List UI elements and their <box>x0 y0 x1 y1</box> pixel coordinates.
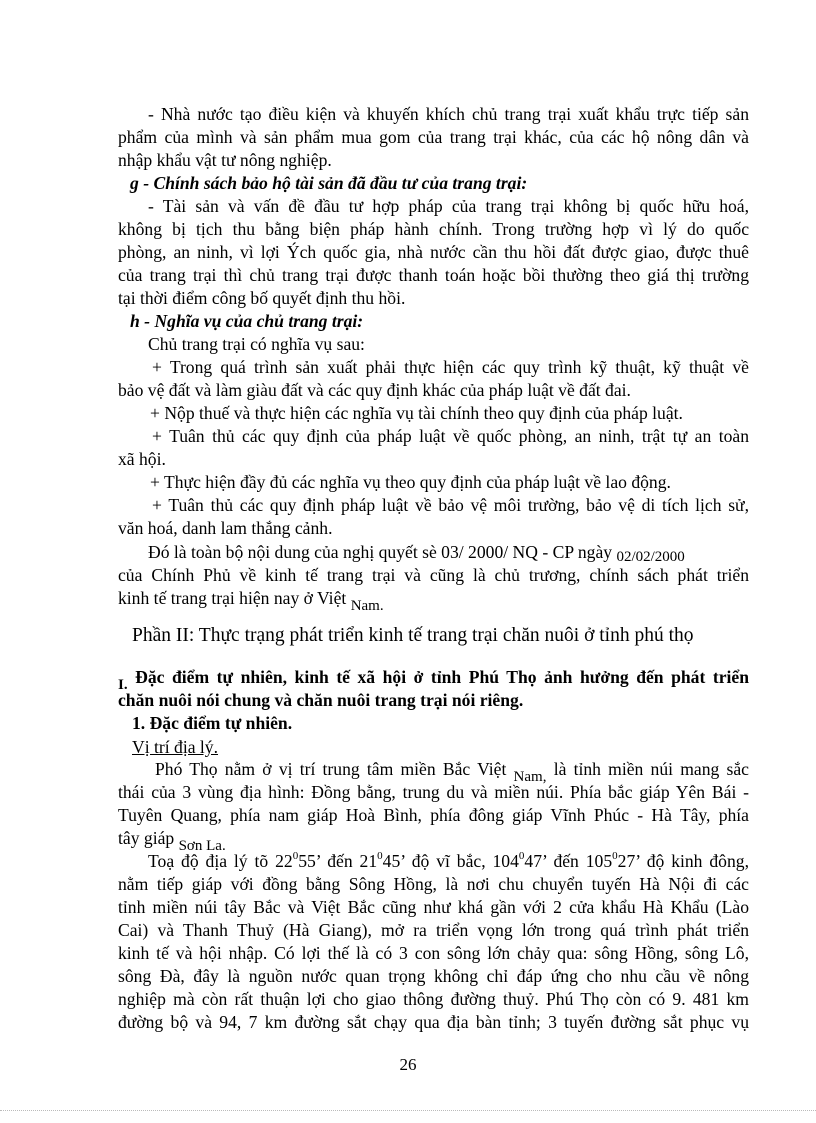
text-segment: 27’ độ kinh đông, <box>617 851 749 871</box>
text-line: nằm tiếp giáp với đồng bằng Sông Hồng, là nơi chu chuyển tuyến Hà Nội đi các <box>118 874 749 894</box>
text-line: kinh tế và hội nhập. Có lợi thế là có 3 con sông lớn chảy qua: sông Hồng, sông Lô, <box>118 943 749 963</box>
degree-mark: 0 <box>377 850 383 862</box>
text-line: - Tài sản và vấn đề đầu tư hợp pháp của trang trại không bị quốc hữu hoá, <box>148 196 749 216</box>
subsection-heading: 1. Đặc điểm tự nhiên. <box>132 713 293 733</box>
text-segment: I. <box>118 677 128 693</box>
text-segment: Đó là toàn bộ nội dung của nghị quyết sè 03/ 2000/ NQ - CP ngày <box>148 542 613 562</box>
text-segment: 02/02/2000 <box>616 549 685 565</box>
text-segment: Sơn La. <box>178 838 226 854</box>
text-line: phẩm của mình và sản phẩm mua gom của trang trại khác, của các hộ nông dân và <box>118 127 749 147</box>
page-number: 26 <box>399 1055 417 1074</box>
text-line: xã hội. <box>118 449 166 469</box>
text-line: thái của 3 vùng địa hình: Đồng bằng, trung du và miền núi. Phía bắc giáp Yên Bái - <box>118 782 749 802</box>
text-segment: 45’ độ vĩ bắc, 104 <box>382 851 519 871</box>
chapter-heading <box>118 666 749 693</box>
section-heading: g - Chính sách bảo hộ tài sản đã đầu tư của trang trại: <box>130 173 528 193</box>
text-segment: Nam, <box>513 769 547 785</box>
text-segment: Toạ độ địa lý tõ 22 <box>148 851 293 871</box>
text-line <box>148 850 749 872</box>
text-line: + Thực hiện đầy đủ các nghĩa vụ theo quy định của pháp luật về lao động. <box>150 472 671 492</box>
text-segment: Nam. <box>350 598 384 614</box>
degree-mark: 0 <box>612 850 618 862</box>
text-line: + Nộp thuế và thực hiện các nghĩa vụ tài chính theo quy định của pháp luật. <box>150 403 683 423</box>
text-line: Tuyên Quang, phía nam giáp Hoà Bình, phía đông giáp Vĩnh Phúc - Hà Tây, phía <box>118 805 749 825</box>
page-edge-divider <box>0 1110 816 1111</box>
text-segment: tây giáp <box>118 828 175 848</box>
text-line <box>155 758 749 785</box>
text-line <box>118 827 226 854</box>
text-line: tỉnh miền núi tây Bắc và Việt Bắc cũng như khá gần với 2 cửa khẩu Hà Khẩu (Lào <box>118 897 749 917</box>
text-line: của trang trại thì chủ trang trại được thanh toán hoặc bồi thường theo giá thị trường <box>118 265 749 285</box>
text-segment: Phó Thọ nằm ở vị trí trung tâm miền Bắc Việt <box>155 759 507 779</box>
text-line: của Chính Phủ về kinh tế trang trại và cũng là chủ trương, chính sách phát triển <box>118 565 749 585</box>
text-segment: là tỉnh miền núi mang sắc <box>553 759 749 779</box>
text-segment: Đặc điểm tự nhiên, kinh tế xã hội ở tỉnh Phú Thọ ảnh hưởng đến phát triển <box>135 667 749 687</box>
degree-mark: 0 <box>292 850 299 862</box>
text-line: không bị tịch thu bằng biện pháp hành chính. Trong trường hợp vì lý do quốc <box>118 219 749 239</box>
section-heading: h - Nghĩa vụ của chủ trang trại: <box>130 311 364 331</box>
text-segment: kinh tế trang trại hiện nay ở Việt <box>118 588 347 608</box>
chapter-heading: chăn nuôi nói chung và chăn nuôi trang trại nói riêng. <box>118 690 524 710</box>
text-line: nhập khẩu vật tư nông nghiệp. <box>118 150 332 170</box>
text-line: + Tuân thủ các quy định pháp luật về bảo vệ môi trường, bảo vệ di tích lịch sử, <box>152 495 749 515</box>
text-segment: 55’ đến 21 <box>298 851 378 871</box>
degree-mark: 0 <box>518 850 525 862</box>
text-line: phòng, an ninh, vì lợi Ých quốc gia, nhà nước cần thu hồi đất được giao, được thuê <box>118 242 749 262</box>
text-line: Cai) và Thanh Thuỷ (Hà Giang), mở ra triển vọng lớn trong quá trình phát triển <box>118 920 749 940</box>
text-line: - Nhà nước tạo điều kiện và khuyến khích chủ trang trại xuất khẩu trực tiếp sản <box>148 104 749 124</box>
part-heading: Phần II: Thực trạng phát triển kinh tế trang trại chăn nuôi ở tỉnh phú thọ <box>132 625 694 646</box>
text-line: + Trong quá trình sản xuất phải thực hiện các quy trình kỹ thuật, kỹ thuật về <box>152 357 749 377</box>
text-line: tại thời điểm công bố quyết định thu hồi. <box>118 288 406 308</box>
text-line: sông Đà, đây là nguồn nước quan trọng không chỉ đáp ứng cho nhu cầu về nông <box>118 966 749 986</box>
text-line: nghiệp mà còn rất thuận lợi cho giao thông đường thuỷ. Phú Thọ còn có 9. 481 km <box>118 989 749 1009</box>
text-line: đường bộ và 94, 7 km đường sắt chạy qua địa bàn tỉnh; 3 tuyến đường sắt phục vụ <box>118 1012 749 1032</box>
text-segment: 47’ đến 105 <box>524 851 613 871</box>
text-line <box>148 541 685 565</box>
text-line <box>118 587 384 614</box>
text-line: bảo vệ đất và làm giàu đất và các quy định khác của pháp luật về đất đai. <box>118 380 631 400</box>
text-line: Chủ trang trại có nghĩa vụ sau: <box>148 334 365 354</box>
subsection-title: Vị trí địa lý. <box>132 737 219 757</box>
text-line: văn hoá, danh lam thắng cảnh. <box>118 518 333 538</box>
text-line: + Tuân thủ các quy định của pháp luật về quốc phòng, an ninh, trật tự an toàn <box>152 426 749 446</box>
